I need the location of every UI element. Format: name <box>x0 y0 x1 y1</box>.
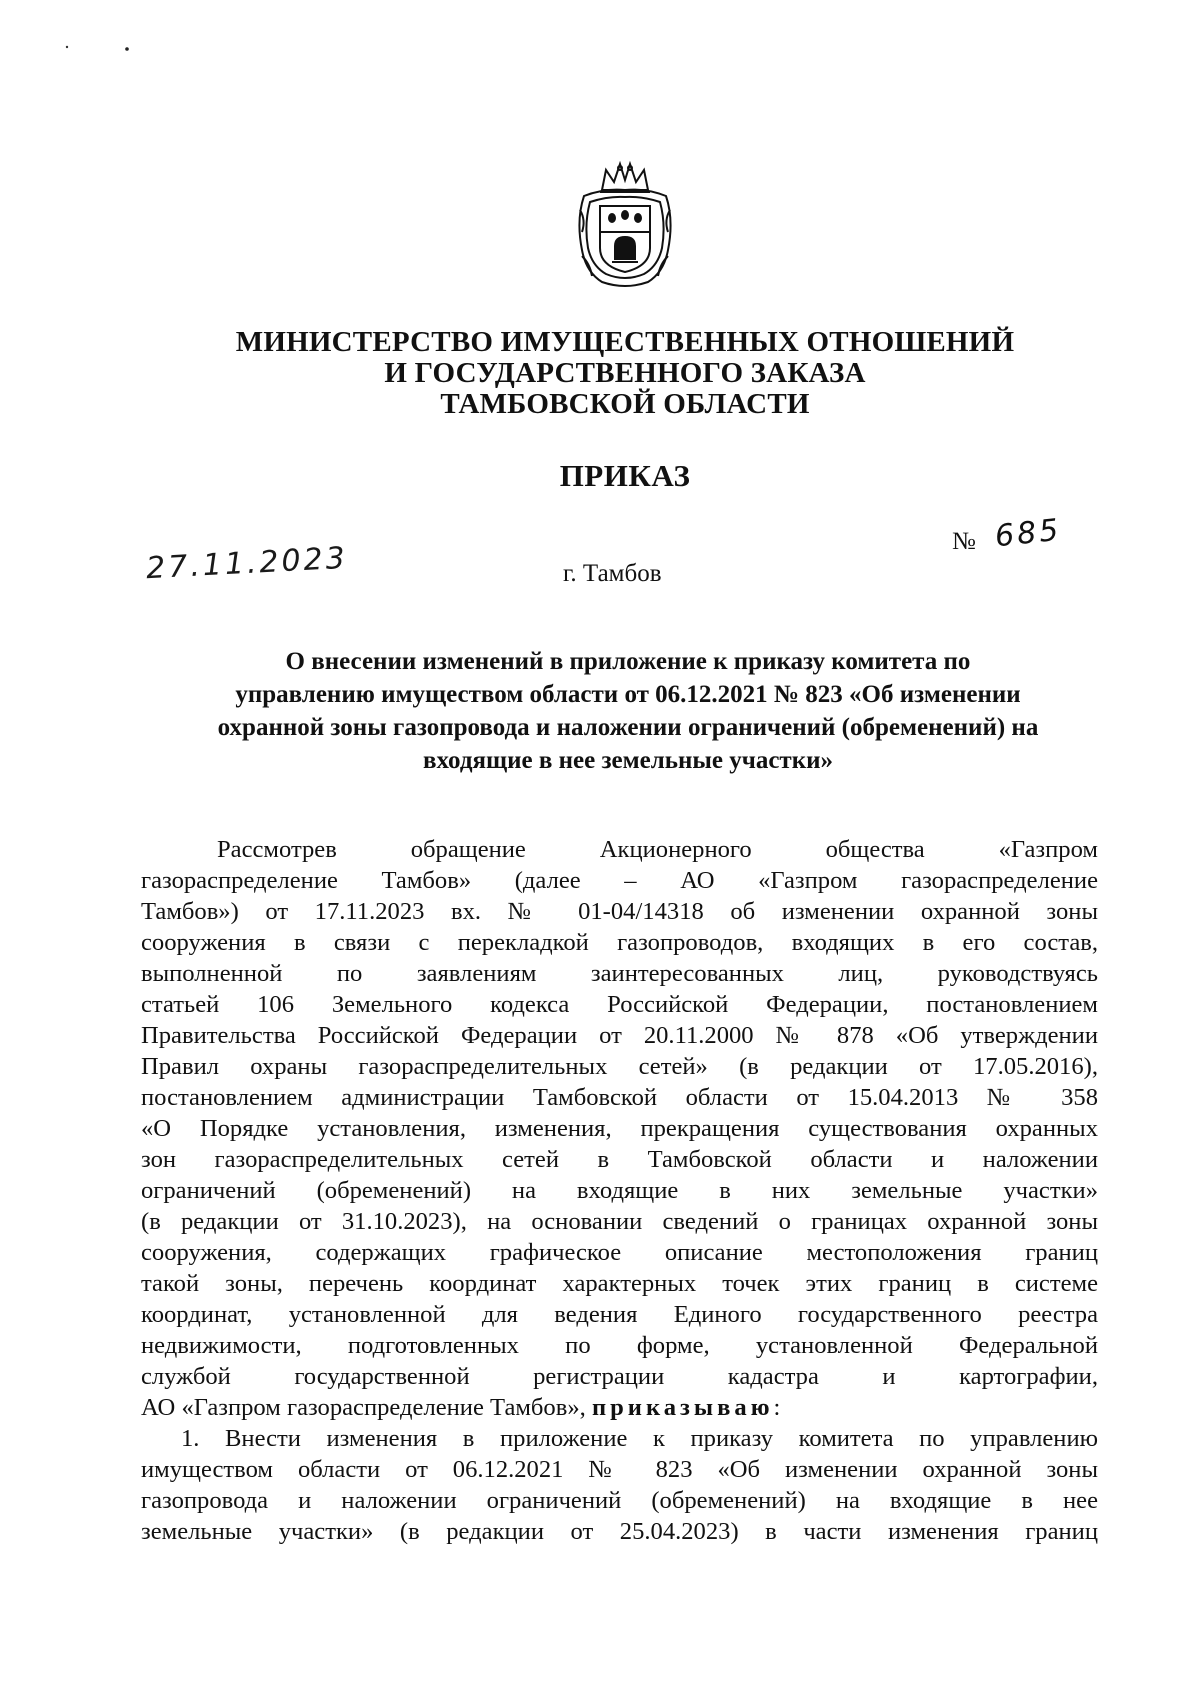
body-line: ограничений (обременений) на входящие в них земельные участки» <box>141 1177 1098 1204</box>
ministry-name-line-2: И ГОСУДАРСТВЕННОГО ЗАКАЗА <box>384 357 866 389</box>
scan-artifact-marks <box>64 42 144 56</box>
order-number-label: № <box>952 528 976 555</box>
ministry-name-line-3: ТАМБОВСКОЙ ОБЛАСТИ <box>440 388 810 420</box>
order-word: приказываю <box>591 1394 774 1421</box>
body-line-order-clause <box>141 1392 1098 1423</box>
subject-line-3: охранной зоны газопровода и наложении ограничений (обременений) на <box>217 714 1039 741</box>
item-1-line: 1. Внести изменения в приложение к приказу комитета по управлению <box>181 1425 1098 1452</box>
order-body <box>141 834 1098 1547</box>
ministry-name-line-1: МИНИСТЕРСТВО ИМУЩЕСТВЕННЫХ ОТНОШЕНИЙ <box>235 326 1015 358</box>
body-line: недвижимости, подготовленных по форме, установленной Федеральной <box>141 1332 1098 1359</box>
subject-line-1: О внесении изменений в приложение к приказу комитета по <box>285 648 971 675</box>
body-line: Правил охраны газораспределительных сетей» (в редакции от 17.05.2016), <box>141 1053 1098 1080</box>
body-line: выполненной по заявлениям заинтересованных лиц, руководствуясь <box>141 960 1098 987</box>
ministry-name <box>150 327 1100 420</box>
order-subject <box>150 645 1106 777</box>
order-clause-suffix: : <box>773 1394 781 1421</box>
body-line: сооружения в связи с перекладкой газопроводов, входящих в его состав, <box>141 929 1098 956</box>
item-1-line: газопровода и наложении ограничений (обременений) на входящие в нее <box>141 1487 1098 1514</box>
body-line: службой государственной регистрации кадастра и картографии, <box>141 1363 1098 1390</box>
handwritten-order-number: 685 <box>993 512 1063 555</box>
body-line: такой зоны, перечень координат характерных точек этих границ в системе <box>141 1270 1098 1297</box>
item-1-line: земельные участки» (в редакции от 25.04.2023) в части изменения границ <box>141 1518 1098 1545</box>
body-line: Правительства Российской Федерации от 20.11.2000 № 878 «Об утверждении <box>141 1022 1098 1049</box>
body-line: координат, установленной для ведения Единого государственного реестра <box>141 1301 1098 1328</box>
body-line: постановлением администрации Тамбовской области от 15.04.2013 № 358 <box>141 1084 1098 1111</box>
body-line: «О Порядке установления, изменения, прекращения существования охранных <box>141 1115 1098 1142</box>
body-line: газораспределение Тамбов» (далее – АО «Газпром газораспределение <box>141 867 1098 894</box>
subject-line-4: входящие в нее земельные участки» <box>422 747 834 774</box>
document-type-title: ПРИКАЗ <box>559 458 691 493</box>
subject-line-2: управлению имуществом области от 06.12.2021 № 823 «Об изменении <box>235 681 1021 708</box>
handwritten-date: 27.11.2023 <box>145 540 349 587</box>
order-clause-prefix: АО «Газпром газораспределение Тамбов», <box>141 1394 592 1421</box>
body-line: зон газораспределительных сетей в Тамбовской области и наложении <box>141 1146 1098 1173</box>
body-line: сооружения, содержащих графическое описание местоположения границ <box>141 1239 1098 1266</box>
item-1-line: имуществом области от 06.12.2021 № 823 «Об изменении охранной зоны <box>141 1456 1098 1483</box>
city-label: г. Тамбов <box>563 560 662 587</box>
body-line: статьей 106 Земельного кодекса Российской Федерации, постановлением <box>141 991 1098 1018</box>
body-line: Тамбов») от 17.11.2023 вх. № 01-04/14318 об изменении охранной зоны <box>141 898 1098 925</box>
body-line: (в редакции от 31.10.2023), на основании сведений о границах охранной зоны <box>141 1208 1098 1235</box>
tambov-coat-of-arms-icon <box>572 160 678 292</box>
body-line: Рассмотрев обращение Акционерного общества «Газпром <box>217 836 1098 863</box>
